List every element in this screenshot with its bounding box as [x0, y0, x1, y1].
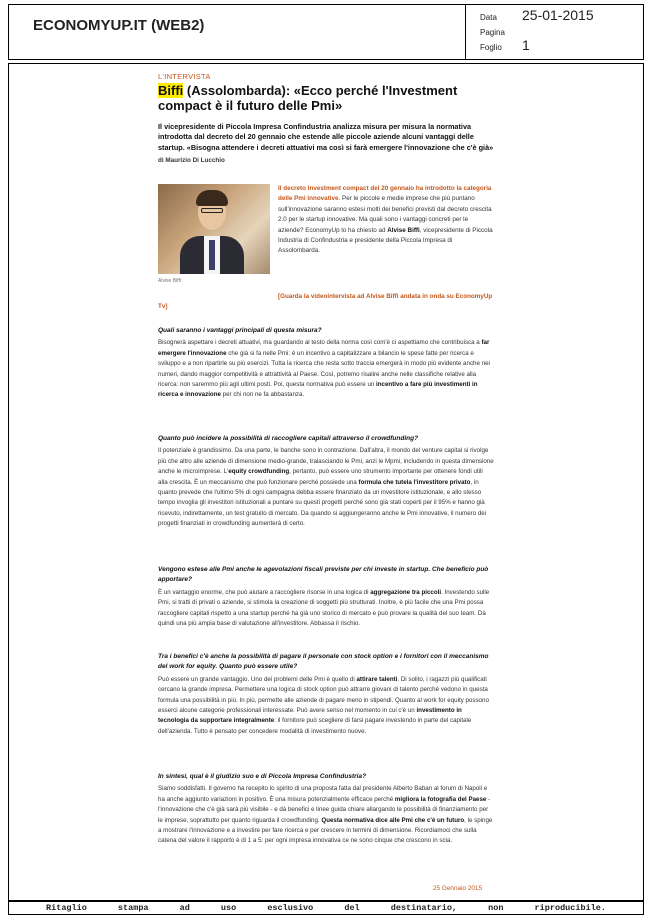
- question: Vengono estese alle Pmi anche le agevolazioni fiscali previste per chi investe in startup. Che beneficio può apportare?: [158, 566, 489, 584]
- answer-emphasis: Questa normativa dice alle Pmi che c'è un futuro: [321, 816, 465, 824]
- answer: [158, 446, 494, 529]
- clipping-footer: Ritaglio stampa ad uso esclusivo del destinatario, non riproducibile.: [8, 901, 644, 915]
- foglio-label: Foglio: [480, 43, 502, 52]
- answer-text: che già si fa nelle Pmi: è un incentivo a capitalizzare a bilancio le spese fatte per ricerca e sviluppo e a non ripartirle su più esercizi. Tutta la ricerca che resta sotto traccia emergerà in modo più evidente anche nei numeri, dando maggior competitività e attrattività al Paese. Così, potremo risalire anche nelle classifiche relative alla ricerca: non saremmo più agli ultimi posti. Poi, questa normativa può essere un: [158, 349, 490, 389]
- answer-text: , pertanto, può essere uno strumento importante per ottenere fondi utili alla crescita. È un meccanismo che può funzionare perché possiede una: [158, 468, 483, 486]
- video-link[interactable]: [Guarda la videointervista ad Alvise Biffi andata in onda su EconomyUp Tv]: [158, 293, 493, 311]
- clipping-header: [8, 4, 644, 60]
- intro-text-end: , vicepresidente di Piccola Industria di Confindustria e presidente della Piccola Impresa di Assolombarda.: [278, 226, 493, 255]
- answer-emphasis: migliora la fotografia del Paese: [394, 795, 487, 803]
- answer-text: Il potenziale è grandissimo. Da una parte, le banche sono in contrazione. Dall'altra, il mondo del venture capital si rivolge più che altro alle aziende di dimensione medio-grande, tralasciando le Pmi, anzi le Mpmi, includendo in questa dimensione anche le microimprese. L': [158, 447, 494, 476]
- answer-emphasis: equity crowdfunding: [228, 468, 290, 476]
- article-kicker: L'INTERVISTA: [158, 72, 211, 81]
- headline-rest: (Assolombarda): «Ecco perché l'Investment compact è il futuro delle Pmi»: [158, 83, 458, 113]
- answer-emphasis: formula che tutela l'investitore privato: [358, 478, 471, 486]
- article-date: 25 Gennaio 2015: [433, 885, 483, 892]
- article-headline: [158, 83, 494, 113]
- answer-emphasis: far emergere l'innovazione: [158, 339, 490, 357]
- answer: [158, 675, 494, 737]
- article-lead: Il vicepresidente di Piccola Impresa Confindustria analizza misura per misura la normativa introdotta dal decreto del 20 gennaio che estende alle piccole aziende alcuni vantaggi delle startup. «Bisogna attendere i decreti attuativi ma così si farà emergere l'innovazione che c'è già»: [158, 122, 494, 152]
- headline-highlight: Biffi: [158, 83, 184, 98]
- answer: [158, 338, 494, 400]
- answer: [158, 588, 494, 630]
- article-header: [158, 72, 494, 165]
- answer-text: : il fornitore può scegliere di farsi pagare investendo in parte del capitale dell'azienda. Tutto è pensato per concedere modalità di investimento nuove.: [158, 717, 472, 735]
- answer-emphasis: aggregazione tra piccoli: [370, 588, 442, 596]
- answer-text: . Di solito, i ragazzi più qualificati cercano la grande impresa. Permettere una logica di stock option può attrarre giovani di talento perché vedono in questa formula una possibilità in più. In più, permette alle aziende di pagare meno in stipendi. Quanto al work for equity possono esserci alcune categorie professionali interessate. Può avere senso nel momento in cui c'è un: [158, 675, 489, 715]
- answer-text: , in quanto prevede che l'ultimo 5% di ogni campagna debba essere finanziato da un investitore istituzionale, e allo stesso tempo invoglia gli investitori istituzionali a puntare su questi progetti perché sono già stati coperti per il 95% e hanno già ricevuto, indirettamente, un test gratuito di mercato. Da quando si aggiungeranno anche le Pmi innovative, il numero dei progetti finanziati in crowdfunding aumenterà di certo.: [158, 478, 487, 528]
- photo-block: [158, 184, 270, 288]
- intro-text: . Per le piccole e medie imprese che più puntano sull'innovazione saranno estesi molti dei benefici previsti dal decreto crescita 2.0 per le startup innovative. Ma quali sono i vantaggi concreti per le aziende? EconomyUp lo ha chiesto ad: [278, 195, 492, 234]
- article-byline: di Maurizio Di Lucchio: [158, 157, 225, 165]
- qa-block: [158, 326, 494, 401]
- answer-text: È un vantaggio enorme, che può aiutare a raccogliere risorse in una logica di: [158, 588, 371, 596]
- answer-text: per chi non ne fa abbastanza.: [220, 391, 305, 399]
- answer-text: Siamo soddisfatti. Il governo ha recepito lo spirito di una proposta fatta dal presidente Alberto Baban al forum di Napoli e ha anche aggiunto variazioni in positivo. È una misura potenzialmente efficace perché: [158, 785, 488, 803]
- intro-highlight: Il decreto Investment compact del 20 gennaio ha introdotto la categoria delle Pmi innovative: [278, 185, 492, 203]
- answer-text: Può essere un grande vantaggio. Uno dei problemi delle Pmi è quello di: [158, 675, 357, 683]
- question: Quali saranno i vantaggi principali di questa misura?: [158, 327, 322, 334]
- data-label: Data: [480, 13, 497, 22]
- pagina-label: Pagina: [480, 28, 505, 37]
- photo-caption: Alvise Biffi: [158, 278, 181, 284]
- qa-block: [158, 772, 494, 847]
- answer-emphasis: investimento in tecnologia da supportare integralmente: [158, 707, 462, 725]
- clipping-meta: [465, 5, 645, 59]
- answer-text: . Investendo sulle Pmi, si tratti di privati o aziende, si stimola la creazione di soggetti più strutturati. Inoltre, è più facile che una Pmi possa raccogliere capitali rispetto a una startup perché ha già uno storico di mercato e può provare la qualità del suo team. Dà quindi una più ampia base di valutazione all'investitore. Abbassa il rischio.: [158, 588, 490, 628]
- portrait-photo: [158, 184, 270, 274]
- clipping-date: 25-01-2015: [522, 7, 594, 23]
- answer-text: , le spinge a mostrare l'innovazione e a investire per fare ricerca e per crescere in termini di dimensione. Ricordiamoci che sulla catena del valore il rapporto è di 1 a 5: per ogni impresa innovativa ce ne sono cinque che crescono in scia.: [158, 816, 493, 845]
- source-title: ECONOMYUP.IT (WEB2): [33, 17, 205, 34]
- answer-text: Bisognerà aspettare i decreti attuativi, ma guardando al testo della norma così com'è ci aspettiamo che contribuisca a: [158, 339, 482, 347]
- question: Quanto può incidere la possibilità di raccogliere capitali attraverso il crowdfunding?: [158, 435, 419, 442]
- answer-emphasis: attirare talenti: [356, 675, 398, 683]
- question: Tra i benefici c'è anche la possibilità di pagare il personale con stock option e i fornitori con il meccanismo del work for equity. Quanto può essere utile?: [158, 653, 489, 671]
- answer: [158, 784, 494, 846]
- intro-name: Alvise Biffi: [387, 226, 420, 234]
- foglio-value: 1: [522, 37, 530, 53]
- answer-emphasis: incentivo a fare più investimenti in ricerca e innovazione: [158, 381, 478, 399]
- qa-block: [158, 565, 494, 629]
- qa-block: [158, 652, 494, 737]
- answer-text: - l'innovazione che c'è già sarà più visibile - e dà benefici e linee guida chiare allargando le possibilità di finanziamento per le imprese, soprattutto per quanto riguarda il crowdfunding.: [158, 795, 491, 824]
- article-intro: [278, 184, 494, 257]
- qa-block: [158, 434, 494, 530]
- question: In sintesi, qual è il giudizio suo e di Piccola Impresa Confindustria?: [158, 773, 367, 780]
